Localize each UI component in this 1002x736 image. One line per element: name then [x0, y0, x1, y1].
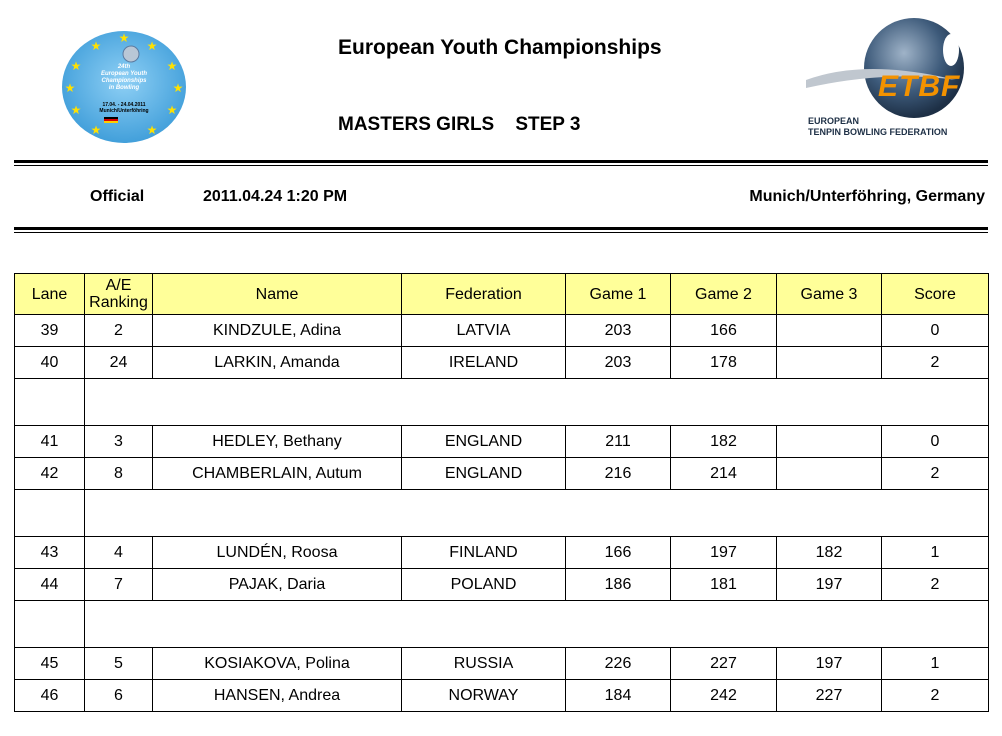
svg-text:★: ★	[172, 81, 184, 95]
svg-text:★: ★	[90, 123, 102, 137]
cell-game2: 182	[671, 426, 777, 458]
cell-game1: 166	[566, 537, 671, 569]
info-rule-thick	[14, 227, 988, 230]
cell-rank: 3	[85, 426, 153, 458]
table-row	[15, 426, 989, 458]
logo-edition: 24th	[117, 64, 131, 70]
cell-score: 0	[882, 426, 989, 458]
svg-text:★: ★	[166, 59, 178, 73]
cell-name: KOSIAKOVA, Polina	[153, 648, 402, 680]
german-flag-icon	[104, 117, 118, 123]
cell-federation: NORWAY	[402, 680, 566, 712]
cell-score: 0	[882, 315, 989, 347]
cell-game2: 178	[671, 347, 777, 379]
cell-lane: 42	[15, 458, 85, 490]
table-row	[15, 569, 989, 601]
cell-rank: 24	[85, 347, 153, 379]
cell-name: HEDLEY, Bethany	[153, 426, 402, 458]
cell-score: 2	[882, 347, 989, 379]
separator-cell	[85, 601, 989, 648]
column-header-federation: Federation	[402, 274, 566, 315]
etbf-line2: TENPIN BOWLING FEDERATION	[808, 127, 948, 137]
location-label: Munich/Unterföhring, Germany	[749, 188, 985, 205]
cell-federation: ENGLAND	[402, 458, 566, 490]
column-header-game1: Game 1	[566, 274, 671, 315]
cell-game3: 182	[777, 537, 882, 569]
cell-score: 1	[882, 648, 989, 680]
cell-game1: 184	[566, 680, 671, 712]
info-rule-thin	[14, 232, 988, 233]
svg-text:★: ★	[70, 59, 82, 73]
table-row	[15, 347, 989, 379]
svg-text:★: ★	[64, 81, 76, 95]
cell-score: 2	[882, 680, 989, 712]
cell-rank: 5	[85, 648, 153, 680]
cell-rank: 6	[85, 680, 153, 712]
table-row	[15, 315, 989, 347]
cell-game2: 227	[671, 648, 777, 680]
cell-lane: 45	[15, 648, 85, 680]
logo-dates: 17.04. - 24.04.2011	[102, 102, 146, 108]
table-row	[15, 648, 989, 680]
cell-federation: RUSSIA	[402, 648, 566, 680]
cell-game1: 216	[566, 458, 671, 490]
etbf-logo	[806, 18, 986, 142]
separator-cell	[85, 490, 989, 537]
cell-federation: ENGLAND	[402, 426, 566, 458]
cell-lane: 39	[15, 315, 85, 347]
etbf-line1: EUROPEAN	[808, 116, 860, 126]
logo-line3: in Bowling	[108, 85, 140, 91]
cell-game2: 166	[671, 315, 777, 347]
status-label: Official	[90, 188, 145, 205]
cell-game1: 226	[566, 648, 671, 680]
table-row	[15, 458, 989, 490]
svg-text:★: ★	[118, 31, 130, 45]
header-rule-thick	[14, 160, 988, 163]
table-row	[15, 537, 989, 569]
cell-game3: 197	[777, 648, 882, 680]
svg-text:★: ★	[70, 103, 82, 117]
cell-game3	[777, 458, 882, 490]
cell-rank: 8	[85, 458, 153, 490]
svg-text:★: ★	[166, 103, 178, 117]
cell-game1: 186	[566, 569, 671, 601]
table-row	[15, 680, 989, 712]
svg-text:★: ★	[90, 39, 102, 53]
cell-game3	[777, 347, 882, 379]
cell-lane: 44	[15, 569, 85, 601]
logo-place: Munich/Unterföhring	[99, 108, 149, 114]
separator-cell	[85, 379, 989, 426]
event-subtitle: MASTERS GIRLS STEP 3	[338, 114, 581, 135]
group-separator-row	[15, 601, 989, 648]
cell-lane: 46	[15, 680, 85, 712]
cell-score: 2	[882, 569, 989, 601]
page-title: European Youth Championships	[338, 36, 662, 59]
cell-name: HANSEN, Andrea	[153, 680, 402, 712]
cell-federation: FINLAND	[402, 537, 566, 569]
group-separator-row	[15, 490, 989, 537]
results-body	[15, 315, 989, 712]
cell-game2: 242	[671, 680, 777, 712]
cell-game2: 214	[671, 458, 777, 490]
cell-name: LUNDÉN, Roosa	[153, 537, 402, 569]
cell-name: CHAMBERLAIN, Autum	[153, 458, 402, 490]
cell-federation: IRELAND	[402, 347, 566, 379]
cell-game1: 203	[566, 347, 671, 379]
column-header-score: Score	[882, 274, 989, 315]
cell-lane: 41	[15, 426, 85, 458]
cell-name: KINDZULE, Adina	[153, 315, 402, 347]
cell-game2: 197	[671, 537, 777, 569]
cell-rank: 2	[85, 315, 153, 347]
cell-federation: POLAND	[402, 569, 566, 601]
separator-cell	[15, 379, 85, 426]
column-header-lane: Lane	[15, 274, 85, 315]
cell-rank: 4	[85, 537, 153, 569]
separator-cell	[15, 490, 85, 537]
column-header-game2: Game 2	[671, 274, 777, 315]
table-header-row	[15, 274, 989, 315]
cell-name: PAJAK, Daria	[153, 569, 402, 601]
cell-game3	[777, 426, 882, 458]
svg-text:★: ★	[146, 123, 158, 137]
cell-lane: 43	[15, 537, 85, 569]
column-header-game3: Game 3	[777, 274, 882, 315]
cell-federation: LATVIA	[402, 315, 566, 347]
column-header-name: Name	[153, 274, 402, 315]
datetime-label: 2011.04.24 1:20 PM	[203, 188, 348, 205]
header-rule-thin	[14, 165, 988, 166]
results-table	[14, 273, 989, 712]
column-header-rank: A/E Ranking	[85, 274, 153, 315]
cell-score: 2	[882, 458, 989, 490]
cell-game3	[777, 315, 882, 347]
cell-game1: 211	[566, 426, 671, 458]
cell-game3: 197	[777, 569, 882, 601]
cell-game1: 203	[566, 315, 671, 347]
cell-game3: 227	[777, 680, 882, 712]
logo-line1: European Youth	[100, 71, 147, 77]
cell-score: 1	[882, 537, 989, 569]
cell-name: LARKIN, Amanda	[153, 347, 402, 379]
cell-rank: 7	[85, 569, 153, 601]
etbf-letters: ETBF	[878, 70, 961, 103]
logo-line2: Championships	[101, 78, 147, 84]
separator-cell	[15, 601, 85, 648]
svg-text:★: ★	[146, 39, 158, 53]
cell-lane: 40	[15, 347, 85, 379]
group-separator-row	[15, 379, 989, 426]
cell-game2: 181	[671, 569, 777, 601]
championship-logo	[60, 30, 188, 144]
